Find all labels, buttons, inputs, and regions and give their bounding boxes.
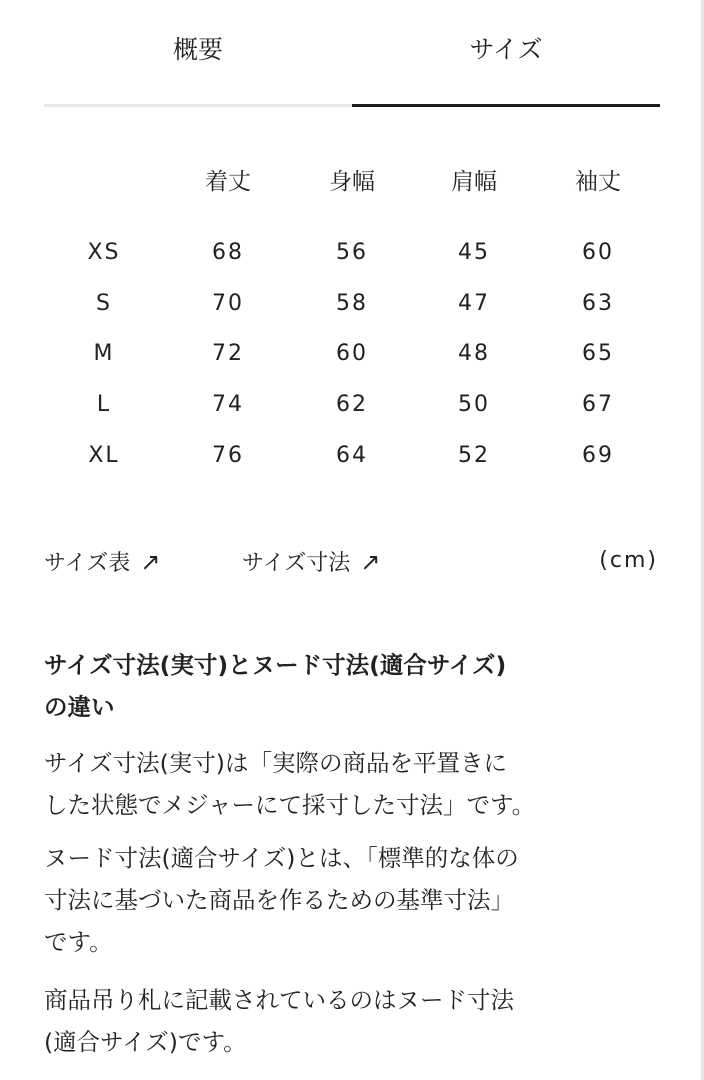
table-cell: 47	[458, 290, 490, 316]
table-cell: 45	[458, 240, 490, 265]
column-header: 肩幅	[451, 169, 497, 195]
table-cell: 67	[582, 392, 614, 418]
size-chart-link-label: サイズ表	[44, 551, 131, 576]
info-paragraph-tag	[44, 979, 684, 1063]
table-cell: 56	[336, 240, 368, 265]
column-header: 着丈	[205, 169, 251, 195]
table-cell: 69	[582, 442, 614, 468]
table-cell: 68	[212, 240, 244, 265]
column-header: 身幅	[329, 169, 375, 195]
table-cell: 74	[212, 392, 244, 418]
table-cell: 62	[336, 392, 368, 418]
tab-size[interactable]: サイズ	[469, 35, 543, 64]
table-cell: 60	[336, 341, 368, 367]
table-cell: 64	[336, 442, 368, 468]
info-paragraph-nude-size	[44, 837, 684, 963]
info-paragraph-actual-size	[44, 742, 684, 826]
size-label: M	[93, 341, 115, 367]
size-chart-link[interactable]	[44, 546, 160, 577]
tab-underline-active	[352, 104, 660, 107]
external-arrow-icon: ↗	[140, 547, 161, 576]
size-dimensions-link[interactable]	[242, 546, 380, 577]
heading-line: の違い	[44, 693, 115, 721]
table-cell: 58	[336, 290, 368, 316]
table-cell: 60	[582, 240, 614, 265]
table-cell: 63	[582, 290, 614, 316]
table-cell: 65	[582, 341, 614, 367]
size-label: XL	[88, 442, 120, 468]
paragraph-line: 寸法に基づいた商品を作るための基準寸法」	[44, 886, 514, 914]
tab-underline-inactive	[44, 104, 352, 107]
size-label: XS	[87, 240, 121, 265]
paragraph-line: (適合サイズ)です。	[44, 1028, 247, 1056]
external-arrow-icon: ↗	[360, 547, 381, 576]
size-label: S	[96, 290, 112, 316]
table-cell: 48	[458, 341, 490, 367]
table-cell: 76	[212, 442, 244, 468]
paragraph-line: 商品吊り札に記載されているのはヌード寸法	[44, 986, 514, 1014]
tab-overview[interactable]: 概要	[172, 35, 223, 64]
table-cell: 72	[212, 341, 244, 367]
heading-line: サイズ寸法(実寸)とヌード寸法(適合サイズ)	[44, 651, 507, 679]
size-label: L	[96, 392, 112, 418]
paragraph-line: した状態でメジャーにて採寸した寸法」です。	[44, 791, 536, 819]
unit-label: (cm)	[599, 548, 658, 573]
paragraph-line: サイズ寸法(実寸)は「実際の商品を平置きに	[44, 749, 507, 777]
table-cell: 50	[458, 392, 490, 418]
paragraph-line: です。	[44, 928, 113, 956]
info-heading	[44, 644, 684, 728]
column-header: 袖丈	[575, 169, 621, 195]
paragraph-line: ヌード寸法(適合サイズ)とは、「標準的な体の	[44, 844, 519, 872]
table-cell: 52	[458, 442, 490, 468]
table-cell: 70	[212, 290, 244, 316]
size-dimensions-link-label: サイズ寸法	[242, 551, 351, 576]
